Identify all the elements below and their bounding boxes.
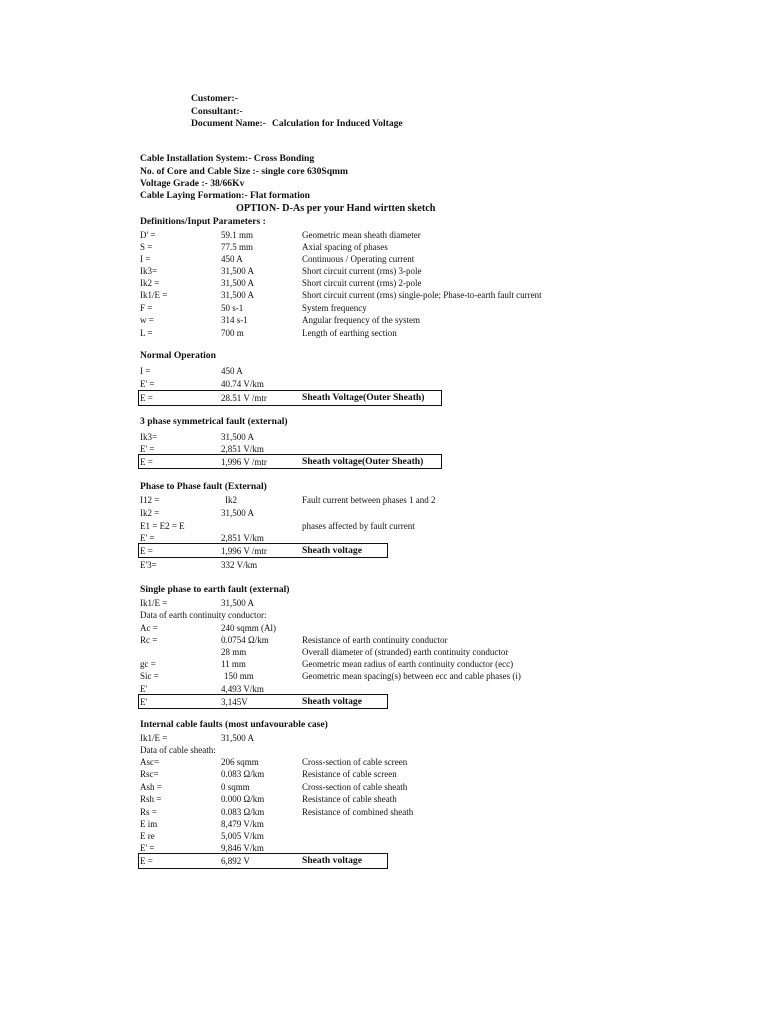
icf-desc-rs: Resistance of combined sheath [302,807,414,817]
p2p-label-e3: E'3= [140,560,157,570]
symmetrical-fault-heading: 3 phase symmetrical fault (external) [140,416,288,427]
def-value-i: 450 A [221,254,243,264]
def-label-ik1e: Ik1/E = [140,290,168,300]
internal-cable-faults-heading: Internal cable faults (most unfavourable case) [140,719,328,730]
p2p-desc-e1e2: phases affected by fault current [302,521,415,531]
icf-label-eprime: E' = [140,843,155,853]
icf-value-rs: 0.083 Ω/km [221,807,265,817]
cable-installation-system: Cable Installation System:- Cross Bonding [140,153,315,164]
icf-label-rsh: Rsh = [140,794,162,804]
p2p-desc-i12: Fault current between phases 1 and 2 [302,495,436,505]
icf-value-ash: 0 sqmm [221,782,250,792]
icf-value-rsh: 0.000 Ω/km [221,794,265,804]
icf-label-eim: E im [140,819,158,829]
def-value-l: 700 m [221,328,244,338]
single-phase-earth-heading: Single phase to earth fault (external) [140,584,290,595]
spe-desc-gc: Geometric mean radius of earth continuity conductor (ecc) [302,659,514,669]
consultant-label: Consultant:- [191,106,243,117]
icf-label-ik1e: Ik1/E = [140,733,168,743]
def-desc-f: System frequency [302,303,367,313]
icf-value-eprime: 9,846 V/km [221,843,264,853]
def-value-ik2: 31,500 A [221,278,255,288]
spe-desc-diameter: Overall diameter of (stranded) earth continuity conductor [302,647,509,657]
icf-value-eim: 8,479 V/km [221,819,264,829]
spe-label-ik1e: Ik1/E = [140,598,168,608]
icf-label-ash: Ash = [140,782,162,792]
sym-label-eprime: E' = [140,444,155,454]
normal-value-i: 450 A [221,366,243,376]
sym-value-eprime: 2,851 V/km [221,444,264,454]
spe-label-e: E' [140,697,148,707]
sym-value-e: 1,996 V /mtr [221,457,267,467]
cable-size: No. of Core and Cable Size :- single core 630Sqmm [140,166,349,177]
p2p-label-e1e2: E1 = E2 = E [140,521,185,531]
p2p-value-eprime: 2,851 V/km [221,533,264,543]
def-desc-l: Length of earthing section [302,328,397,338]
icf-desc-ash: Cross-section of cable sheath [302,782,408,792]
spe-value-ac: 240 sqmm (Al) [221,623,276,633]
spe-value-rc: 0.0754 Ω/km [221,635,269,645]
p2p-value-i12: Ik2 [225,495,237,505]
spe-desc-sic: Geometric mean spacing(s) between ecc and cable phases (i) [302,671,521,681]
icf-sheath-data-label: Data of cable sheath: [140,745,216,755]
icf-desc-asc: Cross-section of cable screen [302,757,408,767]
def-desc-ik3: Short circuit current (rms) 3-pole [302,266,422,276]
definitions-heading: Definitions/Input Parameters : [140,216,266,227]
spe-label-rc: Rc = [140,635,158,645]
p2p-value-e3: 332 V/km [221,560,258,570]
def-value-s: 77.5 mm [221,242,254,252]
def-desc-i: Continuous / Operating current [302,254,415,264]
def-label-ik2: Ik2 = [140,278,160,288]
spe-value-diameter: 28 mm [221,647,247,657]
icf-label-ere: E re [140,831,155,841]
spe-value-gc: 11 mm [221,659,246,669]
def-label-w: w = [140,315,154,325]
option-title: OPTION- D-As per your Hand wirtten sketch [236,203,436,214]
icf-value-asc: 206 sqmm [221,757,259,767]
def-desc-ik2: Short circuit current (rms) 2-pole [302,278,422,288]
def-value-d: 59.1 mm [221,230,254,240]
def-label-f: F = [140,303,153,313]
def-value-f: 50 s-1 [221,303,244,313]
icf-label-e: E = [140,856,153,866]
p2p-label-eprime: E' = [140,533,155,543]
def-label-ik3: Ik3= [140,266,158,276]
def-desc-d: Geometric mean sheath diameter [302,230,421,240]
p2p-value-ik2: 31,500 A [221,508,255,518]
icf-label-rsc: Rsc= [140,769,159,779]
def-desc-w: Angular frequency of the system [302,315,420,325]
spe-label-ac: Ac = [140,623,158,633]
icf-value-rsc: 0.083 Ω/km [221,769,265,779]
icf-value-ere: 5,005 V/km [221,831,264,841]
icf-value-ik1e: 31,500 A [221,733,255,743]
document-name-label: Document Name:- [191,118,266,129]
p2p-label-ik2: Ik2 = [140,508,160,518]
def-value-ik3: 31,500 A [221,266,255,276]
sym-value-ik3: 31,500 A [221,432,255,442]
icf-label-asc: Asc= [140,757,160,767]
spe-value-ik1e: 31,500 A [221,598,255,608]
def-desc-s: Axial spacing of phases [302,242,388,252]
def-label-d: D' = [140,230,156,240]
spe-label-sic: Sic = [140,671,159,681]
p2p-value-e: 1,996 V /mtr [221,546,267,556]
p2p-label-e: E = [140,546,153,556]
icf-value-e: 6,892 V [221,856,250,866]
p2p-label-i12: I12 = [140,495,160,505]
spe-ecc-data-label: Data of earth continuity conductor: [140,610,267,620]
icf-desc-e: Sheath voltage [302,855,362,866]
def-label-s: S = [140,242,153,252]
document-name-value: Calculation for Induced Voltage [272,118,403,129]
phase-to-phase-heading: Phase to Phase fault (External) [140,481,267,492]
icf-label-rs: Rs = [140,807,157,817]
spe-value-e: 3,145V [221,697,248,707]
spe-desc-rc: Resistance of earth continuity conductor [302,635,448,645]
sym-desc-e: Sheath voltage(Outer Sheath) [302,456,424,467]
normal-value-eprime: 40.74 V/km [221,379,264,389]
normal-label-i: I = [140,366,151,376]
def-desc-ik1e: Short circuit current (rms) single-pole; Phase-to-earth fault current [302,290,542,300]
customer-label: Customer:- [191,93,238,104]
def-value-w: 314 s-1 [221,315,248,325]
sym-label-e: E = [140,457,153,467]
voltage-grade: Voltage Grade :- 38/66Kv [140,178,245,189]
sym-label-ik3: Ik3= [140,432,158,442]
icf-desc-rsh: Resistance of cable sheath [302,794,397,804]
spe-label-gc: gc = [140,659,156,669]
icf-desc-rsc: Resistance of cable screen [302,769,397,779]
p2p-desc-e: Sheath voltage [302,545,362,556]
def-label-l: L = [140,328,153,338]
def-label-i: I = [140,254,151,264]
spe-value-eprime: 4,493 V/km [221,684,264,694]
normal-value-e: 28.51 V /mtr [221,393,267,403]
spe-label-eprime: E' [140,684,148,694]
normal-desc-e: Sheath Voltage(Outer Sheath) [302,392,425,403]
spe-value-sic: 150 mm [224,671,254,681]
cable-laying-formation: Cable Laying Formation:- Flat formation [140,190,311,201]
spe-desc-e: Sheath voltage [302,696,362,707]
normal-label-eprime: E' = [140,379,155,389]
def-value-ik1e: 31,500 A [221,290,255,300]
normal-operation-heading: Normal Operation [140,350,216,361]
normal-label-e: E = [140,393,153,403]
